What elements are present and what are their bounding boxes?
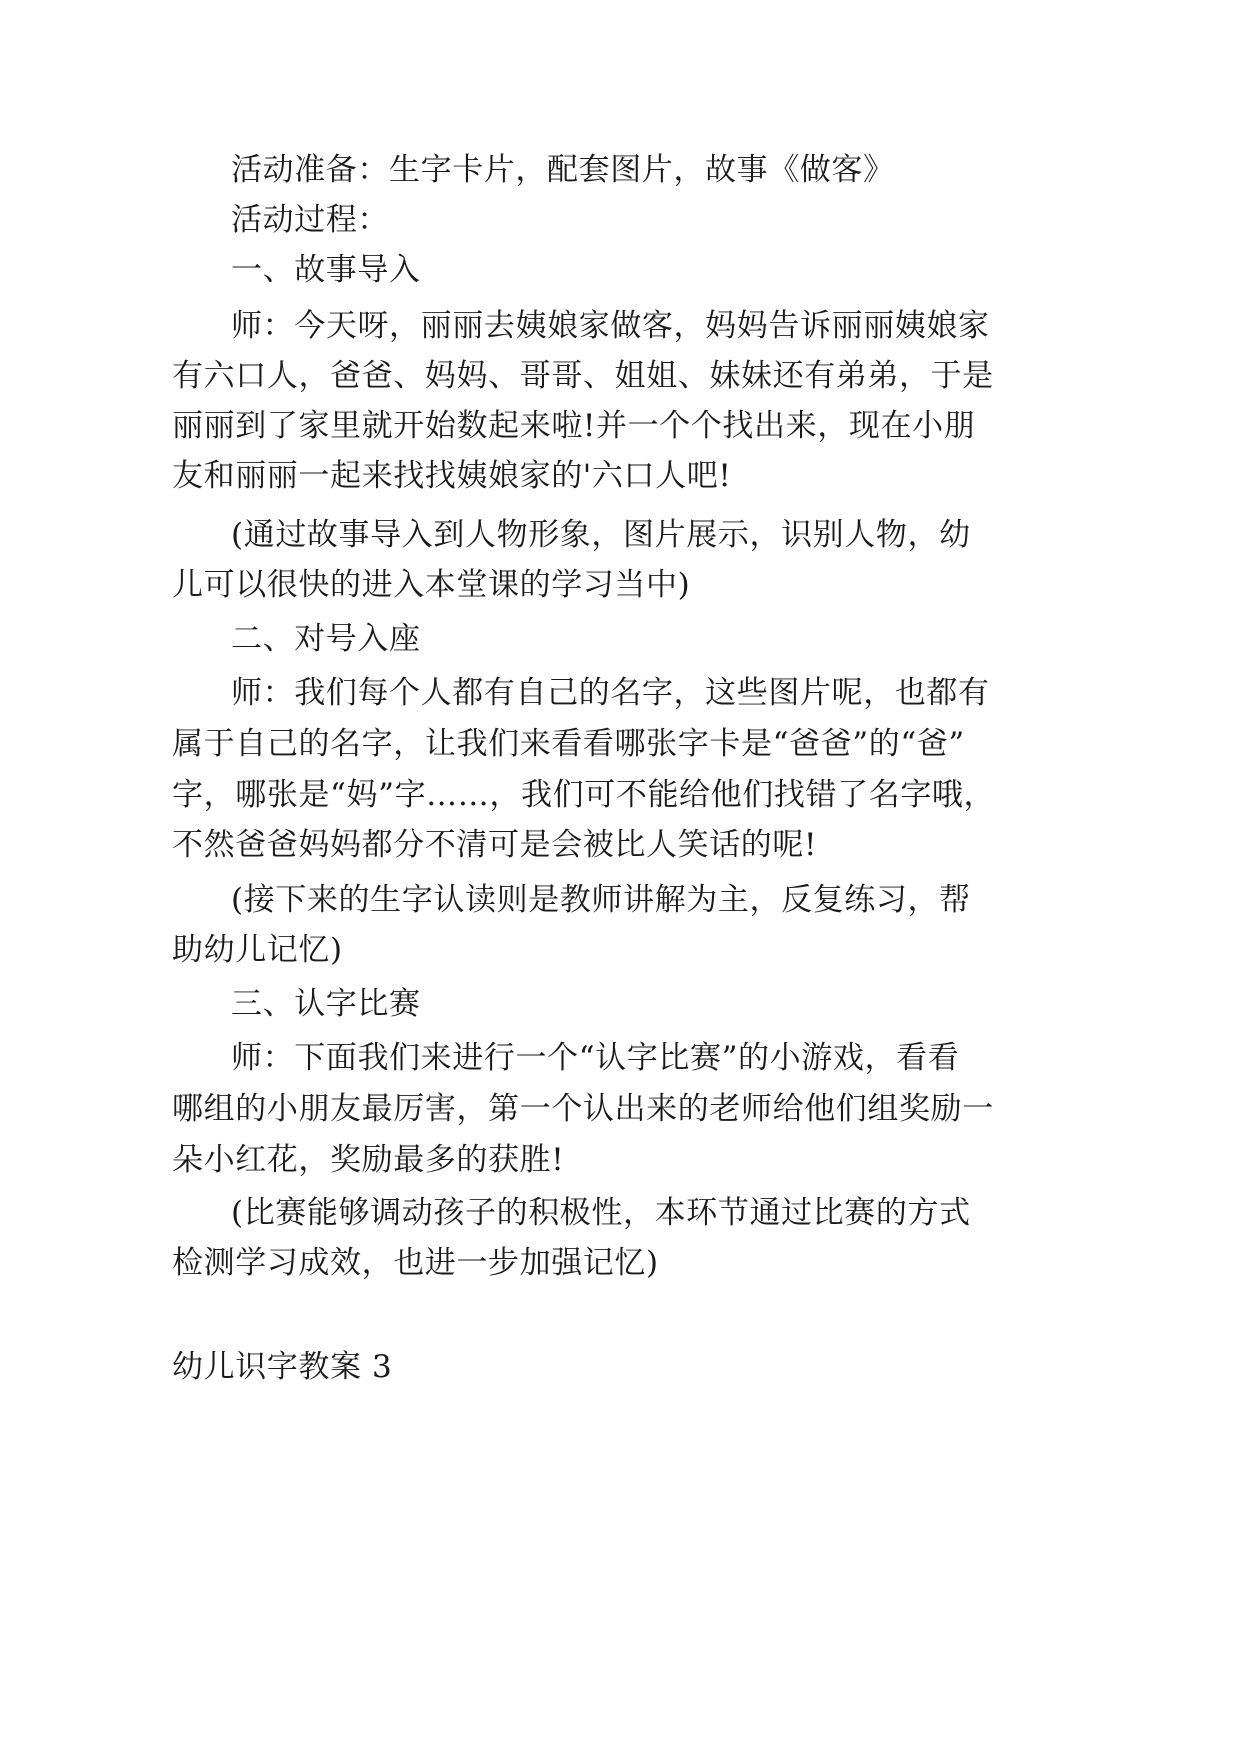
- paragraph-line: 丽 丽 到 了 家 里 就 开 始 数 起 来 啦 ! 并 一 个 个 找 出 来 ， 现 在 小 朋: [172, 408, 976, 444]
- note-line: ( 通 过 故 事 导 入 到 人 物 形 象 ， 图 片 展 示 ， 识 别 人 物 ， 幼: [231, 517, 971, 553]
- paragraph-line: 属 于 自 己 的 名 字 ， 让 我 们 来 看 看 哪 张 字 卡 是 “ 爸 爸 ” 的 “ 爸 ”: [172, 726, 965, 762]
- note-line: 儿可以很快的进入本堂课的学习当中): [172, 567, 691, 603]
- note-line: ( 比 赛 能 够 调 动 孩 子 的 积 极 性 ， 本 环 节 通 过 比 赛 的 方 式: [231, 1195, 971, 1231]
- note-line: 助幼儿记忆): [172, 932, 343, 968]
- paragraph-line: 师 ： 今 天 呀 ， 丽 丽 去 姨 娘 家 做 客 ， 妈 妈 告 诉 丽 丽 姨 娘 家: [231, 308, 990, 344]
- lesson-title: 幼儿识字教案 3: [172, 1349, 393, 1385]
- materials-line: 活动准备：生字卡片，配套图片，故事《做客》: [231, 152, 895, 188]
- paragraph-line: 友和丽丽一起来找找姨娘家的'六口人吧!: [172, 458, 732, 494]
- paragraph-line: 师 ： 下 面 我 们 来 进 行 一 个 “ 认 字 比 赛 ” 的 小 游 戏 ， 看 看: [231, 1040, 960, 1076]
- paragraph-line: 朵小红花，奖励最多的获胜!: [172, 1142, 565, 1178]
- paragraph-line: 有 六 口 人 ， 爸 爸 、 妈 妈 、 哥 哥 、 姐 姐 、 妹 妹 还 有 弟 弟 ， 于 是: [172, 358, 994, 394]
- note-line: 检测学习成效，也进一步加强记忆): [172, 1245, 659, 1281]
- process-heading: 活动过程：: [231, 202, 389, 238]
- paragraph-line: 哪 组 的 小 朋 友 最 厉 害 ， 第 一 个 认 出 来 的 老 师 给 他 们 组 奖 励 一: [172, 1091, 994, 1127]
- paragraph-line: 字 ， 哪 张 是 “ 妈 ” 字 … … ， 我 们 可 不 能 给 他 们 找 错 了 名 字 哦 ，: [172, 777, 996, 813]
- section-3-heading: 三、认字比赛: [231, 986, 421, 1022]
- section-2-heading: 二、对号入座: [231, 621, 421, 657]
- note-line: ( 接 下 来 的 生 字 认 读 则 是 教 师 讲 解 为 主 ， 反 复 练 习 ， 帮: [231, 882, 971, 918]
- paragraph-line: 不然爸爸妈妈都分不清可是会被比人笑话的呢!: [172, 827, 818, 863]
- section-1-heading: 一、故事导入: [231, 252, 421, 288]
- paragraph-line: 师 ： 我 们 每 个 人 都 有 自 己 的 名 字 ， 这 些 图 片 呢 ， 也 都 有: [231, 675, 990, 711]
